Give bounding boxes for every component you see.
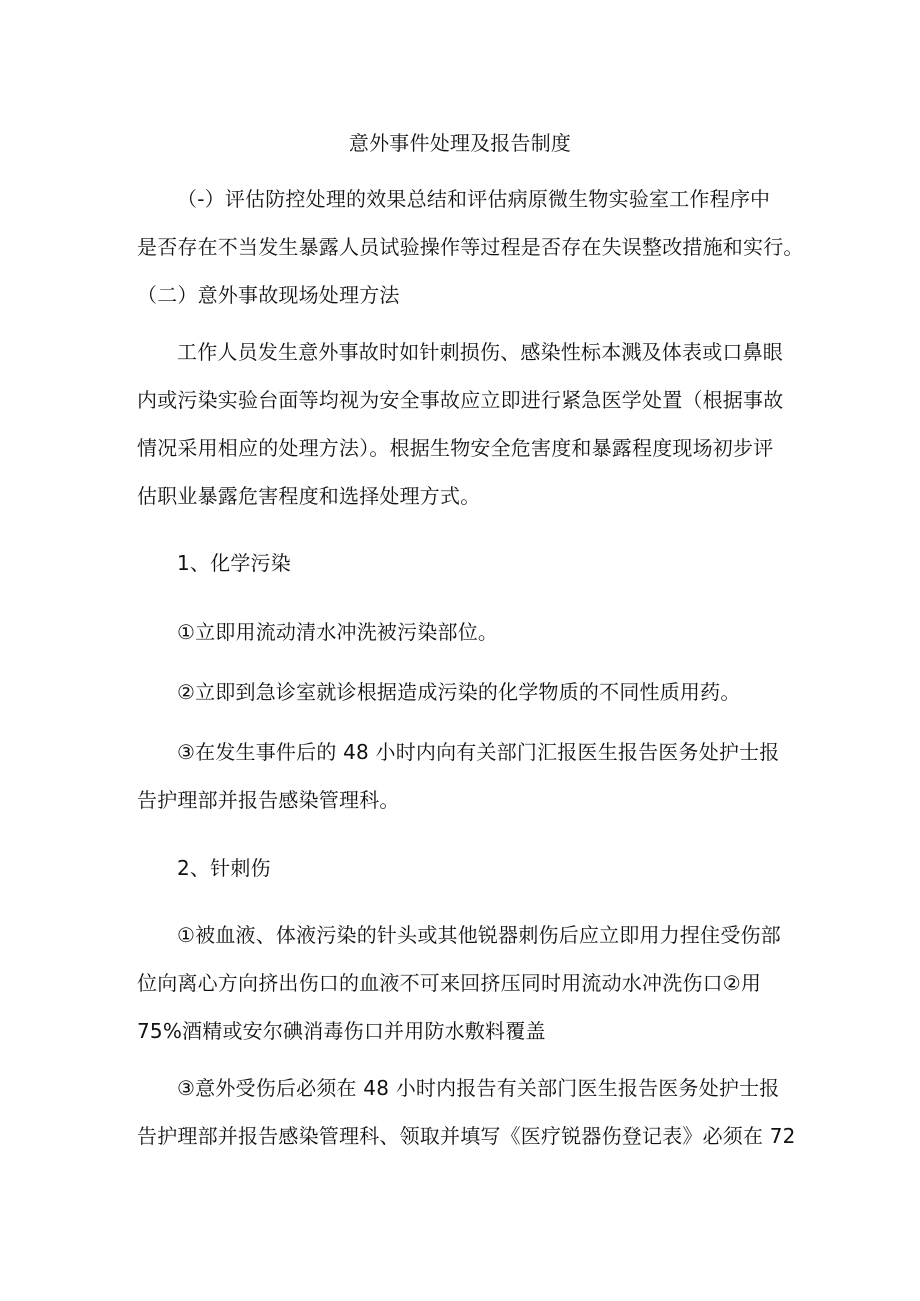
paragraph-line: （-）评估防控处理的效果总结和评估病原微生物实验室工作程序中 xyxy=(177,187,771,211)
list-item: ②立即到急诊室就诊根据造成污染的化学物质的不同性质用药。 xyxy=(177,680,741,704)
subsection-heading: 2、针刺伤 xyxy=(177,856,271,880)
list-item: ①被血液、体液污染的针头或其他锐器刺伤后应立即用力捏住受伤部 xyxy=(177,923,781,947)
list-item-continuation: 75%酒精或安尔碘消毒伤口并用防水敷料覆盖 xyxy=(137,1019,546,1043)
list-item: ①立即用流动清水冲洗被污染部位。 xyxy=(177,620,499,644)
section-heading: （二）意外事故现场处理方法 xyxy=(137,283,400,307)
paragraph-line: 是否存在不当发生暴露人员试验操作等过程是否存在失误整改措施和实行。 xyxy=(137,235,804,259)
paragraph-line: 内或污染实验台面等均视为安全事故应立即进行紧急医学处置（根据事故 xyxy=(137,388,784,412)
list-item: ③意外受伤后必须在 48 小时内报告有关部门医生报告医务处护士报 xyxy=(177,1076,780,1100)
subsection-heading: 1、化学污染 xyxy=(177,551,291,575)
page-title: 意外事件处理及报告制度 xyxy=(348,131,572,155)
paragraph-line: 情况采用相应的处理方法）。根据生物安全危害度和暴露程度现场初步评 xyxy=(137,436,774,460)
list-item-continuation: 告护理部并报告感染管理科。 xyxy=(137,788,400,812)
paragraph-line: 估职业暴露危害程度和选择处理方式。 xyxy=(137,484,481,508)
list-item-continuation: 告护理部并报告感染管理科、领取并填写《医疗锐器伤登记表》必须在 72 xyxy=(137,1124,796,1148)
paragraph-line: 工作人员发生意外事故时如针刺损伤、感染性标本溅及体表或口鼻眼 xyxy=(177,340,783,364)
list-item: ③在发生事件后的 48 小时内向有关部门汇报医生报告医务处护士报 xyxy=(177,740,780,764)
list-item-continuation: 位向离心方向挤出伤口的血液不可来回挤压同时用流动水冲洗伤口②用 xyxy=(137,971,762,995)
